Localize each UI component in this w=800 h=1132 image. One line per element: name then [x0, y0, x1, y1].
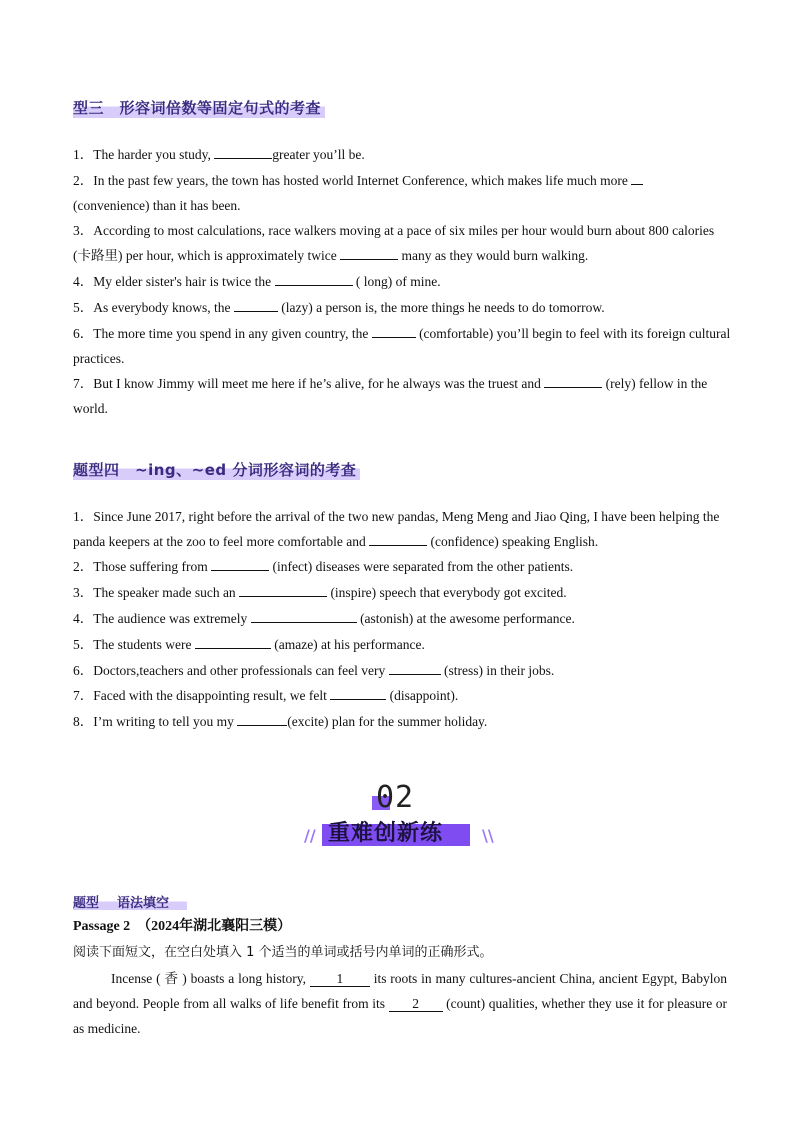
answer-blank[interactable]	[211, 556, 269, 571]
question-4-6: 6．Doctors,teachers and other professionals can feel very (stress) in their jobs.	[73, 658, 733, 683]
slash-left-decoration: //	[304, 826, 316, 845]
answer-blank[interactable]	[340, 245, 398, 260]
answer-blank[interactable]	[631, 170, 643, 185]
question-3-6: 6．The more time you spend in any given country, the (comfortable) you’ll begin to feel with its foreign cultural practices.	[73, 321, 733, 371]
answer-blank[interactable]	[237, 711, 287, 726]
answer-blank[interactable]	[275, 271, 353, 286]
question-4-8: 8．I’m writing to tell you my (excite) plan for the summer holiday.	[73, 709, 733, 734]
answer-blank[interactable]	[389, 660, 441, 675]
answer-blank[interactable]	[239, 582, 327, 597]
answer-blank[interactable]	[369, 531, 427, 546]
answer-blank[interactable]	[195, 634, 271, 649]
section-heading-4: 题型四 ~ing、~ed 分词形容词的考查	[73, 458, 360, 481]
question-4-2: 2．Those suffering from (infect) diseases were separated from the other patients.	[73, 554, 733, 579]
question-3-1: 1．The harder you study, greater you’ll be.	[73, 142, 733, 167]
answer-blank[interactable]	[330, 685, 386, 700]
question-3-5: 5．As everybody knows, the (lazy) a person is, the more things he needs to do tomorrow.	[73, 295, 733, 320]
answer-blank[interactable]	[544, 373, 602, 388]
passage-blank-1[interactable]: 1	[310, 972, 370, 987]
answer-blank[interactable]	[234, 297, 278, 312]
passage-text: Incense ( 香 ) boasts a long history, 1 its roots in many cultures-ancient China, ancient Egypt, Babylon and beyond. People from all walks of life benefit from its 2 (count) qualities, whether they use it for pleasure or as medicine.	[73, 971, 727, 1036]
question-4-5: 5．The students were (amaze) at his performance.	[73, 632, 733, 657]
answer-blank[interactable]	[251, 608, 357, 623]
question-3-7: 7．But I know Jimmy will meet me here if he’s alive, for he always was the truest and (rely) fellow in the world.	[73, 371, 733, 421]
question-3-4: 4．My elder sister's hair is twice the ( long) of mine.	[73, 269, 733, 294]
section-badge-title: 重难创新练	[328, 821, 444, 846]
answer-blank[interactable]	[372, 323, 416, 338]
question-3-3: 3．According to most calculations, race walkers moving at a pace of six miles per hour would burn about 800 calories (卡路里) per hour, which is approximately twice many as they would burn walking.	[73, 223, 715, 263]
passage-title: Passage 2 （2024年湖北襄阳三模）	[73, 919, 292, 934]
answer-blank[interactable]	[214, 144, 272, 159]
question-3-2: 2．In the past few years, the town has hosted world Internet Conference, which makes life much more (convenience) than it has been.	[73, 168, 733, 218]
practice-type-heading: 题型 语法填空	[73, 892, 187, 911]
section-badge-number: 02	[376, 780, 415, 815]
question-4-1: 1．Since June 2017, right before the arrival of the two new pandas, Meng Meng and Jiao Qing, I have been helping the panda keepers at the zoo to feel more comfortable and (confidence) speaking English.	[73, 509, 720, 549]
passage-blank-2[interactable]: 2	[389, 997, 443, 1012]
section-heading-3: 型三 形容词倍数等固定句式的考查	[73, 96, 325, 119]
question-4-7: 7．Faced with the disappointing result, we felt (disappoint).	[73, 683, 733, 708]
question-4-4: 4．The audience was extremely (astonish) at the awesome performance.	[73, 606, 733, 631]
slash-right-decoration: \\	[482, 826, 494, 845]
question-4-3: 3．The speaker made such an (inspire) speech that everybody got excited.	[73, 580, 733, 605]
passage-instruction: 阅读下面短文，在空白处填入 1 个适当的单词或括号内单词的正确形式。	[73, 945, 493, 960]
